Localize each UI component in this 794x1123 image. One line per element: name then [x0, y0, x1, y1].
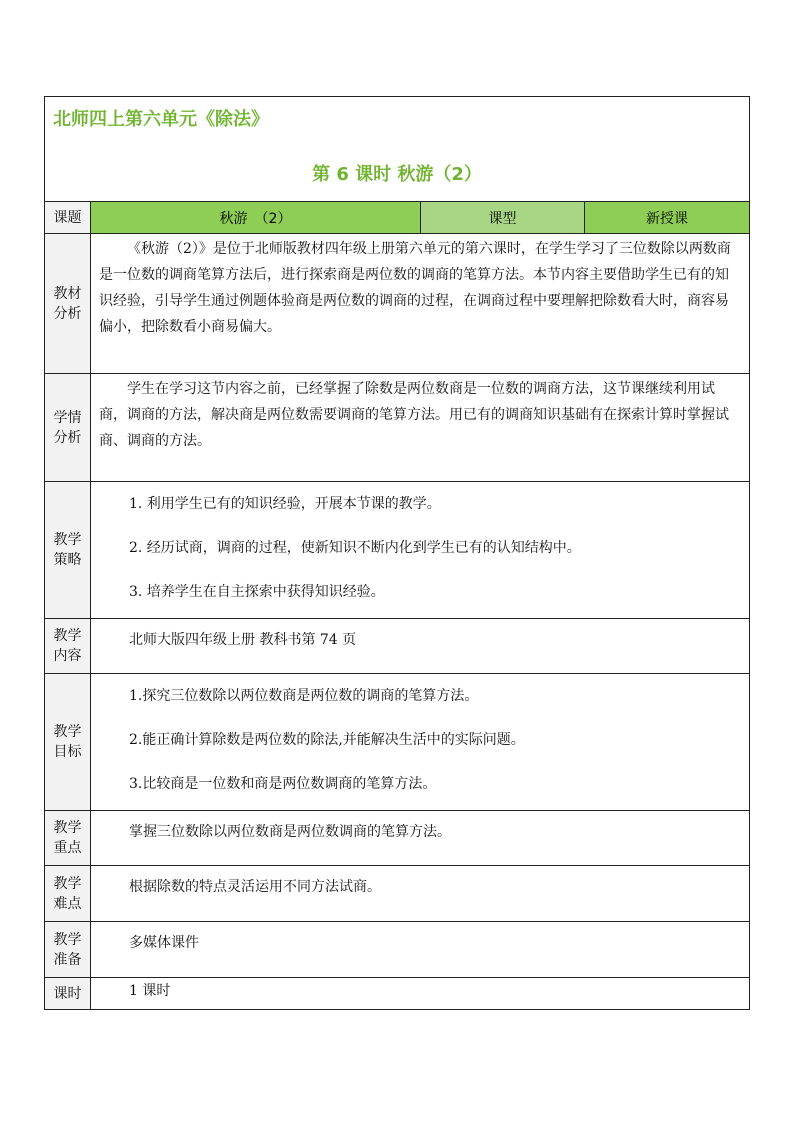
students-text: 学生在学习这节内容之前，已经掌握了除数是两位数商是一位数的调商方法，这节课继续利用试商，调商的方法，解决商是两位数需要调商的笔算方法。用已有的调商知识基础有在探索计算时掌握试商、调商的方法。	[99, 381, 729, 449]
content-label: 教学内容	[45, 619, 91, 674]
duration-label: 课时	[45, 978, 91, 1010]
topic-row	[45, 202, 750, 234]
key-point-text: 掌握三位数除以两位数商是两位数调商的笔算方法。	[91, 811, 750, 866]
goal-item: 3.比较商是一位数和商是两位数调商的笔算方法。	[129, 776, 437, 792]
material-row	[45, 234, 750, 374]
strategy-label: 教学策略	[45, 482, 91, 619]
duration-text: 1 课时	[91, 978, 750, 1010]
goals-row	[45, 674, 750, 811]
goal-item: 2.能正确计算除数是两位数的除法,并能解决生活中的实际问题。	[129, 732, 525, 748]
key-point-label: 教学重点	[45, 811, 91, 866]
difficulty-row	[45, 866, 750, 922]
content-text: 北师大版四年级上册 教科书第 74 页	[91, 619, 750, 674]
topic-value: 秋游 （2）	[91, 202, 421, 234]
preparation-text: 多媒体课件	[91, 922, 750, 978]
difficulty-text: 根据除数的特点灵活运用不同方法试商。	[91, 866, 750, 922]
preparation-row	[45, 922, 750, 978]
strategy-item: 2. 经历试商，调商的过程，使新知识不断内化到学生已有的认知结构中。	[129, 540, 581, 556]
strategy-item: 1. 利用学生已有的知识经验，开展本节课的教学。	[129, 496, 441, 512]
students-label: 学情分析	[45, 374, 91, 482]
preparation-label: 教学准备	[45, 922, 91, 978]
lesson-plan-table	[44, 96, 750, 1010]
material-text: 《秋游（2）》是位于北师版教材四年级上册第六单元的第六课时，在学生学习了三位数除以两数商是一位数的调商笔算方法后，进行探索商是两位数的调商的笔算方法。本节内容主要借助学生已有的知识经验，引导学生通过例题体验商是两位数的调商的过程，在调商过程中要理解把除数看大时，商容易偏小，把除数看小商易偏大。	[99, 241, 731, 335]
duration-row	[45, 978, 750, 1010]
type-value: 新授课	[585, 202, 750, 234]
students-row	[45, 374, 750, 482]
key-point-row	[45, 811, 750, 866]
lesson-title: 第 6 课时 秋游（2）	[312, 164, 482, 185]
topic-label: 课题	[45, 202, 91, 234]
goal-item: 1.探究三位数除以两位数商是两位数的调商的笔算方法。	[129, 688, 479, 704]
difficulty-label: 教学难点	[45, 866, 91, 922]
lesson-plan	[44, 96, 749, 1010]
unit-title: 北师四上第六单元《除法》	[53, 109, 269, 130]
material-label: 教材分析	[45, 234, 91, 374]
content-row	[45, 619, 750, 674]
strategy-row	[45, 482, 750, 619]
goals-label: 教学目标	[45, 674, 91, 811]
title-block	[45, 97, 750, 202]
strategy-item: 3. 培养学生在自主探索中获得知识经验。	[129, 584, 385, 600]
type-label: 课型	[421, 202, 585, 234]
